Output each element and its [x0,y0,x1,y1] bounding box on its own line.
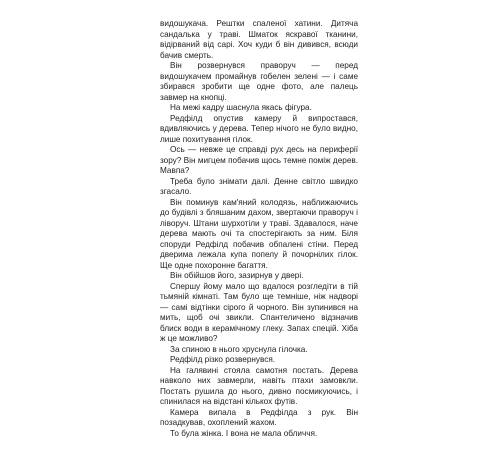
paragraph: Ось — невже це справді рух десь на периферії зору? Він мигцем побачив щось темне поміж дерев. Мавпа? [160,145,358,175]
paragraph: Камера випала в Редфілда з рук. Він позадкував, охоплений жахом. [160,407,358,427]
paragraph: видошукача. Рештки спаленої хатини. Дитяча сандалька у траві. Шматок яскравої тканини, відірваний від сарі. Хоч куди б він дивився, всюди бачив смерть. [160,19,358,60]
paragraph: То була жінка. І вона не мала обличчя. [170,428,318,438]
paragraph: Він розвернувся праворуч — перед видошукачем промайнув гобелен зелені — і саме збирався зробити ще одне фото, але палець завмер на кнопці. [160,61,358,102]
paragraph: Треба було знімати далі. Денне світло швидко згасало. [160,176,358,196]
paragraph: За спиною в нього хруснула гілочка. [170,344,308,354]
paragraph: Редфілд різко розвернувся. [170,355,276,364]
body-text [160,19,358,439]
paragraph: Він поминув кам'яний колодязь, наближаючись до будівлі з бляшаним дахом, звертаючи праворуч і ліворуч. Штани шурхотіли у траві. Здавалося, наче дерева мають очі та спостерігають за ним. Біля споруди Редфілд побачив обпалені стіни. Перед дверима лежала купа попелу й почорнілих гілок. Ще одне похоронне багаття. [160,197,358,270]
paragraph: На галявині стояла самотня постать. Дерева навколо них завмерли, навіть птахи замовкли. Постать рушила до нього, дивно посмикуючись, і спинилася на відстані кількох футів. [160,365,358,406]
paragraph: Редфілд опустив камеру й випростався, вдивляючись у дерева. Тепер нічого не було видно, лише похитування гілок. [160,113,358,144]
paragraph: Він обійшов його, зазирнув у двері. [170,271,304,280]
paragraph: На межі кадру шаснула якась фігура. [170,103,312,112]
paragraph: Спершу йому мало що вдалося розгледіти в тій тьмяній кімнаті. Там було ще темніше, ніж надворі — самі відтінки сірого й чорного. Він зупинився на мить, щоб очі звикли. Спантеличено відзначив блиск води в керамічному глеку. Запах спецій. Хіба ж це можливо? [160,281,358,343]
